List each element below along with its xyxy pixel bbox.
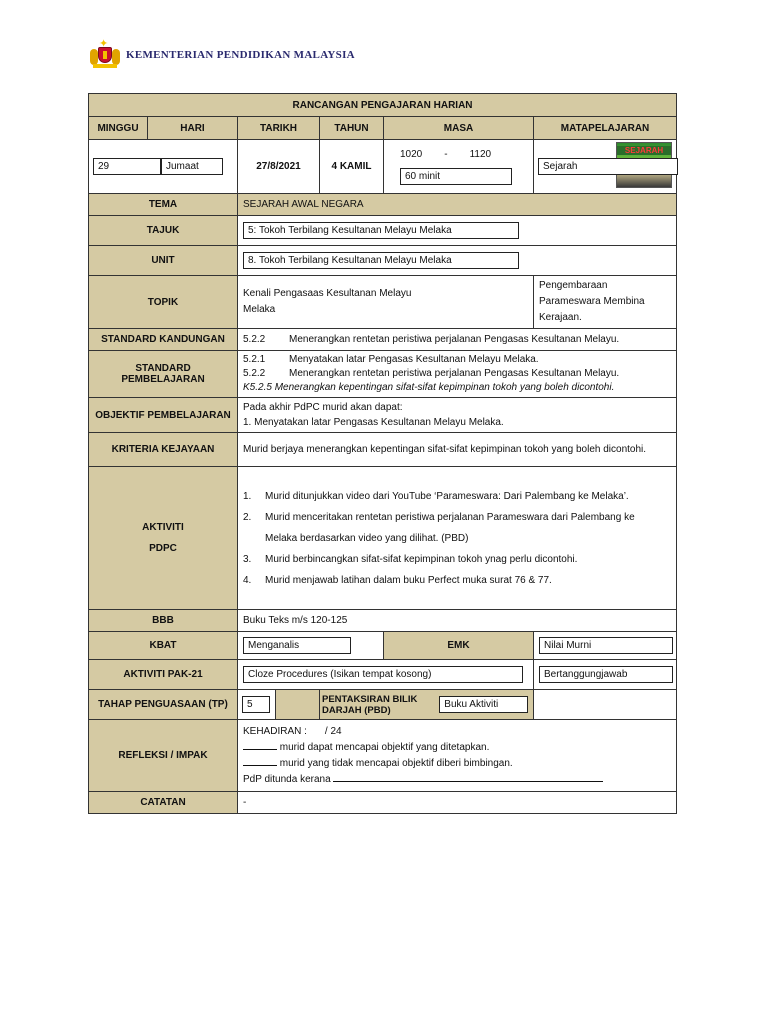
label-kriteria: KRITERIA KEJAYAAN xyxy=(89,433,238,467)
table-title: RANCANGAN PENGAJARAN HARIAN xyxy=(89,94,677,117)
kehadiran-label: KEHADIRAN : xyxy=(243,725,307,737)
ministry-name: KEMENTERIAN PENDIDIKAN MALAYSIA xyxy=(126,49,355,61)
label-tajuk: TAJUK xyxy=(89,216,238,246)
kriteria-value: Murid berjaya menerangkan kepentingan sifat-sifat kepimpinan tokoh yang boleh dicontohi. xyxy=(238,433,677,467)
pbd-field[interactable]: Buku Aktiviti xyxy=(439,696,528,713)
sk-code: 5.2.2 xyxy=(243,334,266,345)
durasi-field[interactable]: 60 minit xyxy=(400,168,512,185)
minggu-field[interactable]: 29 xyxy=(93,158,161,175)
topik-left-line1: Kenali Pengasaas Kesultanan Melayu xyxy=(243,288,412,299)
aktiviti-list xyxy=(243,486,671,591)
objektif-line2: 1. Menyatakan latar Pengasas Kesultanan Melayu Melaka. xyxy=(243,417,504,428)
label-topik: TOPIK xyxy=(89,276,238,329)
label-aktiviti: AKTIVITI xyxy=(142,522,184,533)
col-masa: MASA xyxy=(384,117,534,140)
label-catatan: CATATAN xyxy=(89,792,238,814)
blank-line[interactable] xyxy=(243,756,277,766)
emk-field[interactable]: Nilai Murni xyxy=(539,637,673,654)
sp-code1: 5.2.1 xyxy=(243,354,266,365)
label-tp: TAHAP PENGUASAAN (TP) xyxy=(89,690,238,720)
catatan-value: - xyxy=(238,792,677,814)
malaysia-coat-of-arms-icon: ✦ xyxy=(90,41,120,69)
col-hari: HARI xyxy=(148,117,238,140)
refleksi-line1: murid dapat mencapai objektif yang ditetapkan. xyxy=(279,741,490,753)
list-item: Melaka berdasarkan video yang dilihat. (PBD) xyxy=(265,532,469,544)
bbb-value: Buku Teks m/s 120-125 xyxy=(238,610,677,632)
masa-end: 1120 xyxy=(469,148,492,160)
label-refleksi: REFLEKSI / IMPAK xyxy=(89,720,238,792)
kehadiran-total: / 24 xyxy=(324,725,342,737)
refleksi-line2: murid yang tidak mencapai objektif diberi bimbingan. xyxy=(279,757,513,769)
refleksi-line3: PdP ditunda kerana xyxy=(243,773,331,785)
list-item: 3. Murid berbincangkan sifat-sifat kepimpinan tokoh ynag perlu dicontohi. xyxy=(243,553,578,565)
label-pbd: PENTAKSIRAN BILIK DARJAH (PBD) xyxy=(322,693,418,716)
tahun-value: 4 KAMIL xyxy=(320,140,384,194)
tema-value: SEJARAH AWAL NEGARA xyxy=(238,194,677,216)
label-sk: STANDARD KANDUNGAN xyxy=(89,329,238,351)
sp-text1: Menyatakan latar Pengasas Kesultanan Melayu Melaka. xyxy=(289,354,539,365)
sp-text2: Menerangkan rentetan peristiwa perjalanan Pengasas Kesultanan Melayu. xyxy=(289,368,620,379)
unit-field[interactable]: 8. Tokoh Terbilang Kesultanan Melayu Melaka xyxy=(243,252,519,269)
label-bbb: BBB xyxy=(89,610,238,632)
label-emk: EMK xyxy=(384,632,534,660)
tarikh-value: 27/8/2021 xyxy=(238,140,320,194)
topik-right-line2: Kerajaan. xyxy=(539,312,582,323)
label-kbat: KBAT xyxy=(89,632,238,660)
label-pdpc: PDPC xyxy=(149,543,177,554)
matapelajaran-field[interactable]: Sejarah xyxy=(538,158,678,175)
sp-code2: 5.2.2 xyxy=(243,368,266,379)
label-objektif: OBJEKTIF PEMBELAJARAN xyxy=(89,398,238,433)
sp-italic: K5.2.5 Menerangkan kepentingan sifat-sifat kepimpinan tokoh yang boleh dicontohi. xyxy=(243,382,615,393)
objektif-line1: Pada akhir PdPC murid akan dapat: xyxy=(243,402,403,413)
blank-line[interactable] xyxy=(333,772,603,782)
topik-left-line2: Melaka xyxy=(243,304,276,315)
hari-field[interactable]: Jumaat xyxy=(161,158,223,175)
masa-dash: - xyxy=(444,148,448,160)
masa-start: 1020 xyxy=(400,148,423,160)
label-sp: STANDARD PEMBELAJARAN xyxy=(89,351,238,398)
blank-line[interactable] xyxy=(243,740,277,750)
list-item: 1. Murid ditunjukkan video dari YouTube ‘Parameswara: Dari Palembang ke Melaka’. xyxy=(243,490,629,502)
sk-text: Menerangkan rentetan peristiwa perjalanan Pengasas Kesultanan Melayu. xyxy=(289,334,620,345)
lesson-plan-table xyxy=(88,93,677,814)
topik-right-line1: Pengembaraan Parameswara Membina xyxy=(539,280,645,307)
label-pak21: AKTIVITI PAK-21 xyxy=(89,660,238,690)
label-tema: TEMA xyxy=(89,194,238,216)
col-matapelajaran: MATAPELAJARAN xyxy=(534,117,677,140)
kbat-field[interactable]: Menganalis xyxy=(243,637,351,654)
col-minggu: MINGGU xyxy=(89,117,148,140)
tp-field[interactable]: 5 xyxy=(242,696,270,713)
label-unit: UNIT xyxy=(89,246,238,276)
col-tahun: TAHUN xyxy=(320,117,384,140)
tajuk-field[interactable]: 5: Tokoh Terbilang Kesultanan Melayu Melaka xyxy=(243,222,519,239)
col-tarikh: TARIKH xyxy=(238,117,320,140)
page-header xyxy=(90,40,355,70)
pak21-field[interactable]: Cloze Procedures (Isikan tempat kosong) xyxy=(243,666,523,683)
list-item: 4. Murid menjawab latihan dalam buku Perfect muka surat 76 & 77. xyxy=(243,574,552,586)
list-item: 2. Murid menceritakan rentetan peristiwa perjalanan Parameswara dari Palembang ke xyxy=(243,511,635,523)
subject-image-label: SEJARAH xyxy=(617,146,671,155)
pak21-nilai-field[interactable]: Bertanggungjawab xyxy=(539,666,673,683)
